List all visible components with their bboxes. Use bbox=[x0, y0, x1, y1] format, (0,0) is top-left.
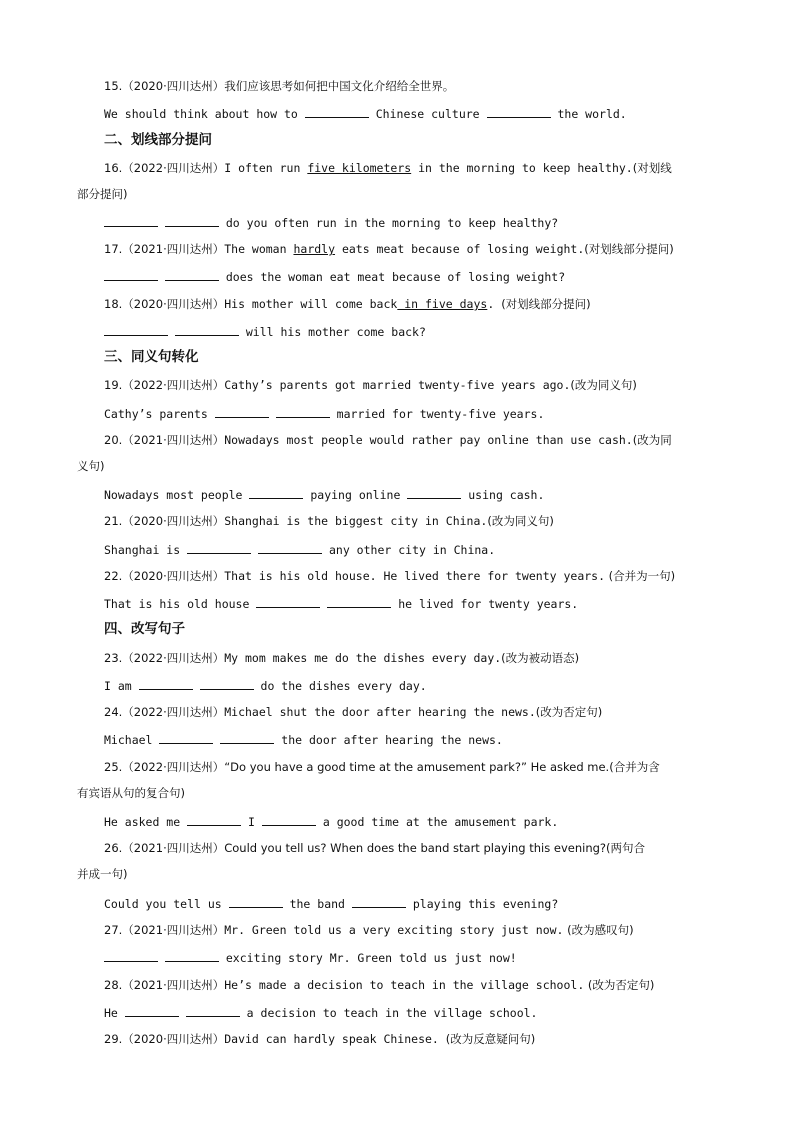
answer-line-24 bbox=[104, 731, 503, 748]
question-number: 15. bbox=[104, 79, 123, 93]
instruction: (改为被动语态) bbox=[501, 651, 580, 665]
answer-line-21 bbox=[104, 541, 495, 558]
question-text: My mom makes me do the dishes every day. bbox=[224, 651, 502, 665]
answer-blank[interactable] bbox=[249, 486, 303, 499]
answer-text: a good time at the amusement park. bbox=[322, 815, 559, 829]
question-number: 29. bbox=[104, 1032, 123, 1046]
question-26 bbox=[104, 840, 645, 856]
question-text: I often run bbox=[224, 161, 308, 175]
question-16 bbox=[104, 160, 672, 176]
underlined-part: hardly bbox=[293, 242, 336, 256]
answer-text: I am bbox=[104, 679, 132, 693]
answer-text: paying online bbox=[310, 488, 401, 502]
question-number: 27. bbox=[104, 923, 123, 937]
answer-blank[interactable] bbox=[187, 813, 241, 826]
source-tag: （2021·四川达州） bbox=[122, 923, 225, 937]
question-text: Mr. Green told us a very exciting story just now. bbox=[224, 923, 564, 937]
instruction: (改为同义句) bbox=[487, 514, 554, 528]
source-tag: （2022·四川达州） bbox=[122, 705, 225, 719]
answer-blank[interactable] bbox=[407, 486, 461, 499]
question-number: 19. bbox=[104, 378, 123, 392]
answer-line-26 bbox=[104, 895, 558, 912]
answer-text: I bbox=[248, 815, 255, 829]
answer-text: the world. bbox=[557, 107, 627, 121]
answer-blank[interactable] bbox=[104, 949, 158, 962]
question-number: 25. bbox=[104, 760, 123, 774]
answer-text: He bbox=[104, 1006, 118, 1020]
answer-blank[interactable] bbox=[165, 949, 219, 962]
question-number: 18. bbox=[104, 297, 123, 311]
answer-blank[interactable] bbox=[258, 541, 322, 554]
instruction: 部分提问) bbox=[77, 187, 128, 201]
answer-blank[interactable] bbox=[104, 323, 168, 336]
section-heading: 三、同义句转化 bbox=[104, 349, 199, 365]
question-number: 28. bbox=[104, 978, 123, 992]
question-25 bbox=[104, 759, 660, 775]
source-tag: （2021·四川达州） bbox=[122, 978, 225, 992]
answer-blank[interactable] bbox=[125, 1004, 179, 1017]
answer-blank[interactable] bbox=[229, 895, 283, 908]
section-heading: 二、划线部分提问 bbox=[104, 132, 212, 148]
answer-blank[interactable] bbox=[352, 895, 406, 908]
answer-text: will his mother come back? bbox=[245, 325, 426, 339]
question-text: His mother will come back bbox=[224, 297, 398, 311]
question-text: 我们应该思考如何把中国文化介绍给全世界。 bbox=[224, 79, 455, 93]
question-27 bbox=[104, 922, 634, 938]
source-tag: （2021·四川达州） bbox=[122, 841, 225, 855]
instruction: 有宾语从句的复合句) bbox=[77, 786, 185, 800]
question-number: 23. bbox=[104, 651, 123, 665]
question-25-cont bbox=[77, 785, 185, 801]
question-29 bbox=[104, 1031, 535, 1047]
question-text: That is his old house. He lived there for twenty years. bbox=[224, 569, 606, 583]
answer-text: exciting story Mr. Green told us just now! bbox=[225, 951, 517, 965]
answer-text: using cash. bbox=[468, 488, 545, 502]
answer-blank[interactable] bbox=[276, 405, 330, 418]
answer-text: That is his old house bbox=[104, 597, 250, 611]
source-tag: （2022·四川达州） bbox=[122, 161, 225, 175]
instruction: 义句) bbox=[77, 459, 105, 473]
answer-text: do the dishes every day. bbox=[260, 679, 427, 693]
question-22 bbox=[104, 568, 675, 584]
instruction: (改为反意疑问句) bbox=[445, 1032, 536, 1046]
answer-blank[interactable] bbox=[327, 595, 391, 608]
source-tag: （2020·四川达州） bbox=[122, 569, 225, 583]
answer-text: the band bbox=[289, 897, 345, 911]
answer-blank[interactable] bbox=[186, 1004, 240, 1017]
question-number: 26. bbox=[104, 841, 123, 855]
source-tag: （2021·四川达州） bbox=[122, 433, 225, 447]
answer-text: We should think about how to bbox=[104, 107, 298, 121]
question-text: He’s made a decision to teach in the village school. bbox=[224, 978, 585, 992]
instruction: (两句合 bbox=[606, 841, 646, 855]
answer-blank[interactable] bbox=[159, 731, 213, 744]
question-number: 22. bbox=[104, 569, 123, 583]
question-number: 17. bbox=[104, 242, 123, 256]
question-text: Shanghai is the biggest city in China. bbox=[224, 514, 488, 528]
source-tag: （2020·四川达州） bbox=[122, 514, 225, 528]
question-15 bbox=[104, 78, 454, 94]
question-24 bbox=[104, 704, 602, 720]
question-text: Michael shut the door after hearing the news. bbox=[224, 705, 536, 719]
answer-blank[interactable] bbox=[175, 323, 239, 336]
question-17 bbox=[104, 241, 674, 257]
source-tag: （2020·四川达州） bbox=[122, 297, 225, 311]
underlined-part: five kilometers bbox=[307, 161, 412, 175]
answer-blank[interactable] bbox=[104, 214, 158, 227]
answer-text: Chinese culture bbox=[375, 107, 480, 121]
question-28 bbox=[104, 977, 654, 993]
answer-blank[interactable] bbox=[305, 105, 369, 118]
instruction: (合并为含 bbox=[609, 760, 660, 774]
instruction: (对划线部分提问) bbox=[584, 242, 674, 256]
answer-blank[interactable] bbox=[165, 214, 219, 227]
question-text: eats meat because of losing weight. bbox=[335, 242, 585, 256]
source-tag: （2022·四川达州） bbox=[122, 378, 225, 392]
instruction: (改为否定句) bbox=[535, 705, 603, 719]
answer-line-28 bbox=[104, 1004, 537, 1021]
instruction: (改为同义句) bbox=[570, 378, 637, 392]
question-19 bbox=[104, 377, 637, 393]
answer-line-15 bbox=[104, 105, 627, 122]
instruction: (改为感叹句) bbox=[563, 923, 634, 937]
question-18 bbox=[104, 296, 591, 312]
question-20 bbox=[104, 432, 672, 448]
answer-text: Shanghai is bbox=[104, 543, 181, 557]
answer-line-16 bbox=[104, 214, 558, 231]
answer-line-23 bbox=[104, 677, 427, 694]
question-21 bbox=[104, 513, 554, 529]
underlined-part: in five days bbox=[397, 297, 488, 311]
answer-text: a decision to teach in the village school. bbox=[246, 1006, 538, 1020]
answer-blank[interactable] bbox=[200, 677, 254, 690]
question-text: . bbox=[487, 297, 502, 311]
question-number: 21. bbox=[104, 514, 123, 528]
source-tag: （2021·四川达州） bbox=[122, 242, 225, 256]
answer-text: Cathy’s parents bbox=[104, 407, 208, 421]
answer-line-20 bbox=[104, 486, 544, 503]
question-text: in the morning to keep healthy. bbox=[411, 161, 633, 175]
answer-line-18 bbox=[104, 323, 426, 340]
source-tag: （2022·四川达州） bbox=[122, 651, 225, 665]
question-20-cont bbox=[77, 458, 105, 474]
instruction: (合并为一句) bbox=[605, 569, 676, 583]
question-text: The woman bbox=[224, 242, 294, 256]
answer-text: Could you tell us bbox=[104, 897, 222, 911]
section-heading: 四、改写句子 bbox=[104, 621, 185, 637]
answer-blank[interactable] bbox=[187, 541, 251, 554]
answer-blank[interactable] bbox=[256, 595, 320, 608]
question-text: Nowadays most people would rather pay online than use cash. bbox=[224, 433, 633, 447]
answer-blank[interactable] bbox=[165, 268, 219, 281]
question-text: “Do you have a good time at the amusement park?” He asked me. bbox=[224, 760, 610, 774]
answer-text: the door after hearing the news. bbox=[281, 733, 503, 747]
instruction: (对划线 bbox=[632, 161, 672, 175]
answer-text: does the woman eat meat because of losing weight? bbox=[225, 270, 566, 284]
answer-text: married for twenty-five years. bbox=[336, 407, 545, 421]
question-text: David can hardly speak Chinese. bbox=[224, 1032, 446, 1046]
answer-line-25 bbox=[104, 813, 558, 830]
answer-text: any other city in China. bbox=[328, 543, 496, 557]
answer-line-22 bbox=[104, 595, 578, 612]
answer-blank[interactable] bbox=[487, 105, 551, 118]
source-tag: （2020·四川达州） bbox=[122, 79, 225, 93]
answer-blank[interactable] bbox=[220, 731, 274, 744]
instruction: (改为否定句) bbox=[584, 978, 655, 992]
answer-blank[interactable] bbox=[262, 813, 316, 826]
question-26-cont bbox=[77, 866, 128, 882]
instruction: 并成一句) bbox=[77, 867, 128, 881]
instruction: (改为同 bbox=[632, 433, 672, 447]
answer-text: He asked me bbox=[104, 815, 181, 829]
question-number: 16. bbox=[104, 161, 123, 175]
question-number: 24. bbox=[104, 705, 123, 719]
answer-text: he lived for twenty years. bbox=[398, 597, 579, 611]
question-number: 20. bbox=[104, 433, 123, 447]
question-23 bbox=[104, 650, 579, 666]
answer-text: playing this evening? bbox=[412, 897, 559, 911]
answer-text: Michael bbox=[104, 733, 153, 747]
question-text: Cathy’s parents got married twenty-five years ago. bbox=[224, 378, 571, 392]
answer-line-19 bbox=[104, 405, 544, 422]
source-tag: （2022·四川达州） bbox=[122, 760, 225, 774]
answer-line-27 bbox=[104, 949, 517, 966]
answer-text: do you often run in the morning to keep healthy? bbox=[225, 216, 559, 230]
answer-line-17 bbox=[104, 268, 565, 285]
answer-blank[interactable] bbox=[215, 405, 269, 418]
answer-blank[interactable] bbox=[104, 268, 158, 281]
source-tag: （2020·四川达州） bbox=[122, 1032, 225, 1046]
answer-text: Nowadays most people bbox=[104, 488, 243, 502]
question-text: Could you tell us? When does the band start playing this evening? bbox=[224, 841, 607, 855]
instruction: (对划线部分提问) bbox=[501, 297, 591, 311]
question-16-cont bbox=[77, 186, 128, 202]
answer-blank[interactable] bbox=[139, 677, 193, 690]
